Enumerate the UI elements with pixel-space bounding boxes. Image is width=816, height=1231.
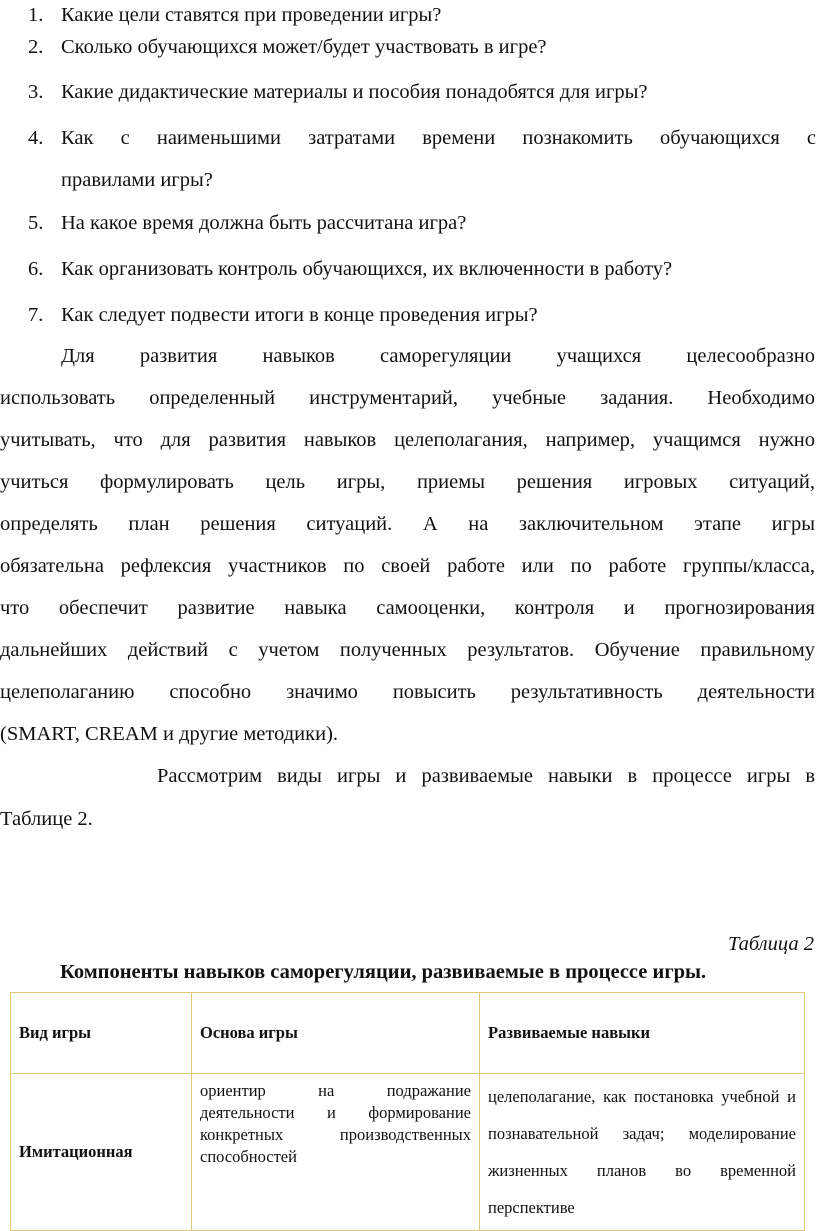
game-type-cell: Имитационная (11, 1074, 192, 1231)
list-text: Сколько обучающихся может/будет участвовать в игре? (61, 36, 547, 58)
list-text: Как следует подвести итоги в конце проведения игры? (61, 304, 538, 326)
table-header-cell: Развиваемые навыки (480, 993, 805, 1074)
game-basis-cell: ориентир на подражание деятельности и формирование конкретных производственных способностей (192, 1074, 480, 1231)
list-text: На какое время должна быть рассчитана игра? (61, 212, 467, 234)
paragraph-line: что обеспечит развитие навыка самооценки, контроля и прогнозирования (0, 597, 815, 619)
paragraph-line: Рассмотрим виды игры и развиваемые навыки в процессе игры в (157, 765, 815, 787)
paragraph-line: обязательна рефлексия участников по своей работе или по работе группы/класса, (0, 555, 815, 577)
table-header-cell: Вид игры (11, 993, 192, 1074)
table-row (11, 1074, 805, 1231)
table-title: Компоненты навыков саморегуляции, развиваемые в процессе игры. (60, 961, 707, 983)
paragraph-line: использовать определенный инструментарий, учебные задания. Необходимо (0, 387, 815, 409)
table-header-cell: Основа игры (192, 993, 480, 1074)
skills-table (10, 992, 805, 1231)
paragraph-line: целеполаганию способно значимо повысить результативность деятельности (0, 681, 815, 703)
paragraph-line: (SMART, CREAM и другие методики). (0, 723, 339, 745)
list-text: Как организовать контроль обучающихся, их включенности в работу? (61, 258, 673, 280)
list-number: 7. (28, 304, 44, 326)
paragraph-line: учиться формулировать цель игры, приемы решения игровых ситуаций, (0, 471, 815, 493)
skills-cell: целеполагание, как постановка учебной и познавательной задач; моделирование жизненных планов во временной перспективе (480, 1074, 805, 1231)
paragraph-line: Таблице 2. (0, 808, 93, 830)
list-text: Какие цели ставятся при проведении игры? (61, 4, 442, 26)
list-number: 1. (28, 4, 44, 26)
table-header-row (11, 993, 805, 1074)
list-number: 2. (28, 36, 44, 58)
paragraph-line: Для развития навыков саморегуляции учащихся целесообразно (61, 345, 815, 367)
list-number: 4. (28, 127, 44, 149)
list-text: Как с наименьшими затратами времени познакомить обучающихся с (61, 127, 816, 149)
list-number: 6. (28, 258, 44, 280)
paragraph-line: учитывать, что для развития навыков целеполагания, например, учащимся нужно (0, 429, 815, 451)
list-item-continuation: правилами игры? (61, 169, 213, 191)
list-number: 5. (28, 212, 44, 234)
table-caption: Таблица 2 (727, 933, 814, 955)
paragraph-line: определять план решения ситуаций. А на заключительном этапе игры (0, 513, 815, 535)
paragraph-line: дальнейших действий с учетом полученных результатов. Обучение правильному (0, 639, 815, 661)
list-text: Какие дидактические материалы и пособия понадобятся для игры? (61, 81, 648, 103)
list-number: 3. (28, 81, 44, 103)
